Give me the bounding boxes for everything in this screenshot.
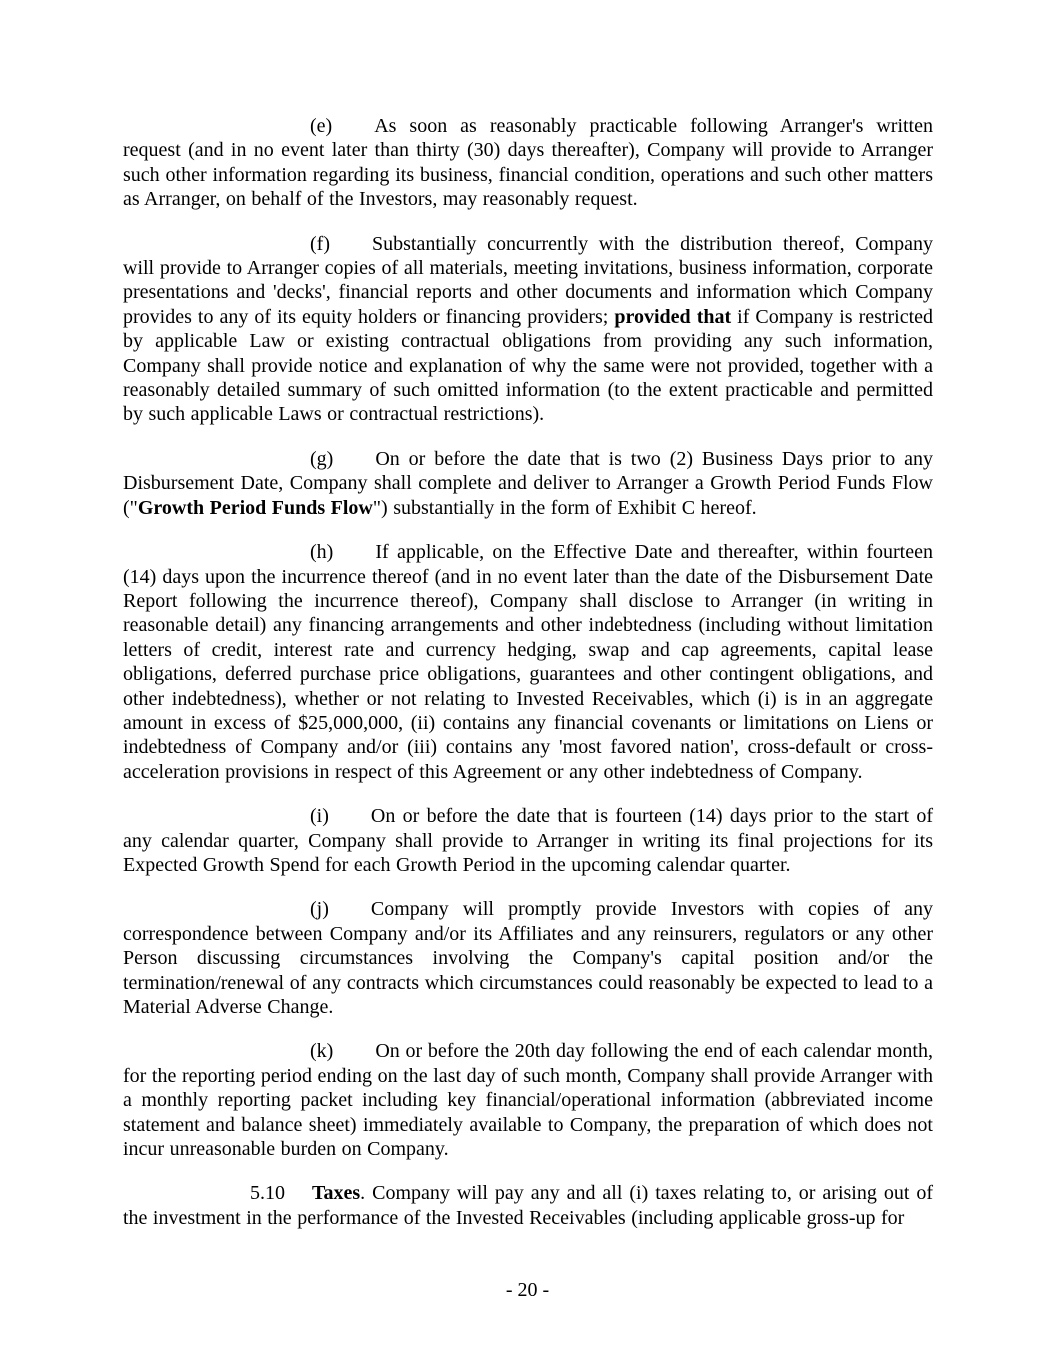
paragraph-e-label: (e) xyxy=(310,115,333,137)
paragraph-i-label: (i) xyxy=(310,805,329,828)
paragraph-h-label: (h) xyxy=(310,541,334,564)
paragraph-f xyxy=(123,232,933,427)
paragraph-g-label: (g) xyxy=(310,447,334,470)
paragraph-e xyxy=(123,114,933,212)
paragraph-k-text: On or before the 20th day following the end of each calendar month, for the reporting period ending on the last day of such month, Company shall provide Arranger with a monthly reporting packet including key financial/operational information (abbreviated income statement and balance sheet) immediately available to Company, the preparation of which does not incur unreasonable burden on Company. xyxy=(123,1040,933,1161)
paragraph-h xyxy=(123,540,933,784)
section-5-10 xyxy=(123,1181,933,1230)
paragraph-g xyxy=(123,447,933,520)
page-number: - 20 - xyxy=(505,1279,550,1301)
paragraph-i-text: On or before the date that is fourteen (14) days prior to the start of any calendar quarter, Company shall provide to Arranger in writing its final projections for its Expected Growth Spend for each Growth Period in the upcoming calendar quarter. xyxy=(123,805,933,876)
paragraph-j-text: Company will promptly provide Investors with copies of any correspondence between Company and/or its Affiliates and any reinsurers, regulators or any other Person discussing circumstances involving the Company's capital position and/or the termination/renewal of any contracts which circumstances could reasonably be expected to lead to a Material Adverse Change. xyxy=(123,898,933,1018)
paragraph-f-text: Substantially concurrently with the distribution thereof, Company will provide to Arranger copies of all materials, meeting invitations, business information, corporate presentations and 'decks', financial reports and other documents and information which Company provides to any of its equity holders or financing providers; provided that if Company is restricted by applicable Law or existing contractual obligations from providing any such information, Company shall provide notice and explanation of why the same were not provided, together with a reasonably detailed summary of such omitted information (to the extent practicable and permitted by such applicable Laws or contractual restrictions). xyxy=(123,232,934,426)
paragraph-k-label: (k) xyxy=(310,1040,334,1063)
paragraph-f-label: (f) xyxy=(310,232,330,255)
paragraph-g-text: On or before the date that is two (2) Business Days prior to any Disbursement Date, Company shall complete and deliver to Arranger a Growth Period Funds Flow ("Growth Period Funds Flow") substantially in the form of Exhibit C hereof. xyxy=(123,447,933,519)
paragraph-j xyxy=(123,897,933,1019)
paragraph-i xyxy=(123,804,933,877)
paragraph-h-text: If applicable, on the Effective Date and thereafter, within fourteen (14) days upon the incurrence thereof (and in no event later than the date of the Disbursement Date Report following the incurrence thereof), Company shall disclose to Arranger (in writing in reasonable detail) any financing arrangements and other indebtedness (including without limitation letters of credit, interest rate and currency hedging, swap and cap agreements, capital lease obligations, deferred purchase price obligations, guarantees and other contingent obligations, and other indebtedness), whether or not relating to Invested Receivables, which (i) is in an aggregate amount in excess of $25,000,000, (ii) contains any financial covenants or limitations on Liens or indebtedness of Company and/or (iii) contains any 'most favored nation', cross-default or cross-acceleration provisions in respect of this Agreement or any other indebtedness of Company. xyxy=(123,541,933,783)
paragraph-k xyxy=(123,1039,933,1161)
section-5-10-number: 5.10 xyxy=(250,1182,285,1205)
document-body xyxy=(123,114,933,1250)
section-5-10-text: Taxes. Company will pay any and all (i) taxes relating to, or arising out of the investment in the performance of the Invested Receivables (including applicable gross-up for xyxy=(123,1182,933,1229)
paragraph-e-text: As soon as reasonably practicable following Arranger's written request (and in no event later than thirty (30) days thereafter), Company will provide to Arranger such other information regarding its business, financial condition, operations and such other matters as Arranger, on behalf of the Investors, may reasonably request. xyxy=(123,115,933,211)
paragraph-j-label: (j) xyxy=(310,898,329,921)
